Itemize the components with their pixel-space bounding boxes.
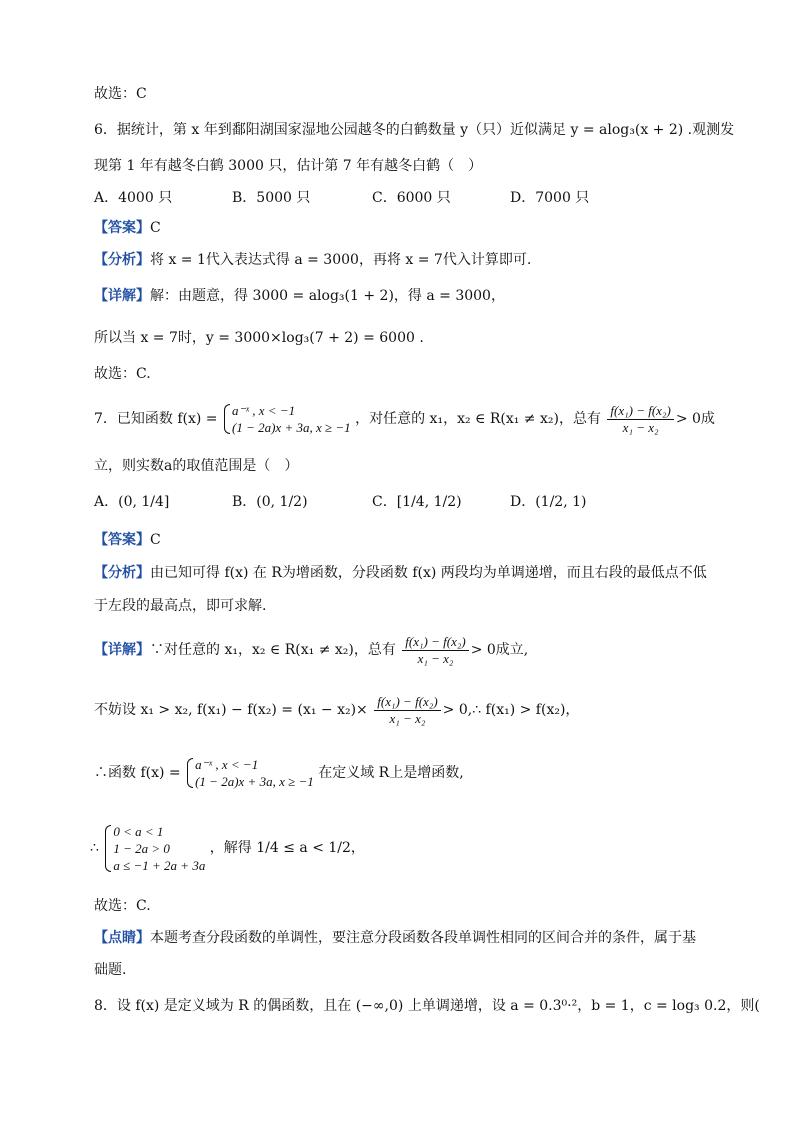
q7-suffix: > 0成 bbox=[675, 411, 715, 427]
detail-suffix: 在定义域 R上是增函数, bbox=[318, 765, 464, 781]
q6-analysis bbox=[94, 250, 531, 270]
q6-option-b: B．5000 只 bbox=[232, 190, 311, 206]
q6-conclusion: 故选：C. bbox=[94, 366, 151, 382]
q7-comment-line2: 础题. bbox=[94, 962, 127, 978]
q7-detail-line2 bbox=[94, 690, 579, 730]
q6-option-a: A．4000 只 bbox=[94, 190, 173, 206]
prev-answer-line: 故选：C bbox=[94, 86, 147, 102]
q6-option-c: C．6000 只 bbox=[372, 190, 451, 206]
analysis-tag: 【分析】 bbox=[94, 565, 150, 581]
detail-text: 解：由题意，得 3000 = alog₃(1 + 2)，得 a = 3000， bbox=[150, 288, 505, 304]
q7-case1: a⁻ˣ , x < −1 bbox=[232, 403, 296, 418]
q6-answer bbox=[94, 218, 161, 238]
fraction-numerator: f(x₁) − f(x₂) bbox=[402, 634, 468, 651]
fraction-denominator: x₁ − x₂ bbox=[622, 419, 659, 435]
detail-fraction bbox=[374, 694, 440, 727]
fraction-denominator: x₁ − x₂ bbox=[389, 710, 426, 726]
q7-piecewise bbox=[222, 402, 351, 436]
system-row-3: a ≤ −1 + 2a + 3a bbox=[113, 857, 206, 873]
q8-stem-line1: 8．设 f(x) 是定义域为 R 的偶函数，且在 (−∞,0) 上单调递增，设 a = 0.3⁰·²，b = 1，c = log₃ 0.2，则( bbox=[94, 998, 760, 1014]
q7-stem-line1 bbox=[94, 398, 715, 440]
detail-tag: 【详解】 bbox=[94, 288, 150, 304]
fraction-denominator: x₁ − x₂ bbox=[417, 650, 454, 666]
fraction-numerator: f(x₁) − f(x₂) bbox=[607, 403, 673, 420]
detail-text: 不妨设 x₁ > x₂, f(x₁) − f(x₂) = (x₁ − x₂)× bbox=[94, 702, 368, 718]
q6-detail bbox=[94, 286, 505, 306]
detail-suffix: > 0,∴ f(x₁) > f(x₂)， bbox=[442, 702, 580, 718]
q7-case2: (1 − 2a)x + 3a, x ≥ −1 bbox=[195, 774, 314, 789]
q7-piecewise-repeat bbox=[185, 756, 314, 790]
q7-fraction bbox=[607, 403, 673, 436]
q7-option-c: C．[1/4, 1/2) bbox=[372, 494, 462, 510]
q7-analysis bbox=[94, 563, 707, 583]
q7-answer bbox=[94, 530, 161, 550]
q7-option-a: A．(0, 1/4] bbox=[94, 494, 170, 510]
q6-option-d: D．7000 只 bbox=[510, 190, 590, 206]
answer-tag: 【答案】 bbox=[94, 532, 150, 548]
analysis-text: 由已知可得 f(x) 在 R为增函数，分段函数 f(x) 两段均为单调递增，而且右段的最低点不低 bbox=[150, 565, 707, 581]
detail-fraction bbox=[402, 634, 468, 667]
fraction-numerator: f(x₁) − f(x₂) bbox=[374, 694, 440, 711]
comment-text: 本题考查分段函数的单调性，要注意分段函数各段单调性相同的区间合并的条件，属于基 bbox=[150, 930, 696, 946]
q7-option-d: D．(1/2, 1) bbox=[510, 494, 587, 510]
q7-system bbox=[90, 820, 365, 876]
answer-tag: 【答案】 bbox=[94, 220, 150, 236]
q7-func-prefix: 7．已知函数 f(x) = bbox=[94, 411, 218, 427]
q6-stem-line2: 现第 1 年有越冬白鹤 3000 只，估计第 7 年有越冬白鹤（ ） bbox=[94, 158, 483, 174]
q6-detail-line2: 所以当 x = 7时，y = 3000×log₃(7 + 2) = 6000 . bbox=[94, 330, 424, 346]
analysis-tag: 【分析】 bbox=[94, 252, 150, 268]
q7-condition: ，对任意的 x₁，x₂ ∈ R(x₁ ≠ x₂)，总有 bbox=[355, 411, 601, 427]
q7-analysis-line2: 于左段的最高点，即可求解. bbox=[94, 598, 267, 614]
system-solution: ，解得 1/4 ≤ a < 1/2， bbox=[209, 840, 365, 856]
system-row-2: 1 − 2a > 0 bbox=[113, 840, 170, 856]
q7-detail-line3 bbox=[94, 752, 464, 794]
therefore-sign: ∴ bbox=[90, 840, 99, 856]
detail-text: ∵对任意的 x₁，x₂ ∈ R(x₁ ≠ x₂)，总有 bbox=[150, 642, 396, 658]
q6-stem-line1: 6．据统计，第 x 年到鄱阳湖国家湿地公园越冬的白鹤数量 y（只）近似满足 y = alog₃(x + 2) .观测发 bbox=[94, 122, 735, 138]
answer-value: C bbox=[150, 532, 161, 548]
q7-stem-line2: 立，则实数a的取值范围是（ ） bbox=[94, 458, 299, 474]
inequality-system bbox=[103, 823, 205, 874]
answer-value: C bbox=[150, 220, 161, 236]
comment-tag: 【点睛】 bbox=[94, 930, 150, 946]
q7-option-b: B．(0, 1/2) bbox=[232, 494, 308, 510]
q7-case2: (1 − 2a)x + 3a, x ≥ −1 bbox=[232, 420, 351, 435]
analysis-text: 将 x = 1代入表达式得 a = 3000，再将 x = 7代入计算即可. bbox=[150, 252, 532, 268]
q7-case1: a⁻ˣ , x < −1 bbox=[195, 757, 259, 772]
detail-tag: 【详解】 bbox=[94, 642, 150, 658]
q7-conclusion: 故选：C. bbox=[94, 898, 151, 914]
detail-suffix: > 0成立, bbox=[470, 642, 529, 658]
q7-comment bbox=[94, 928, 696, 948]
detail-text: ∴函数 f(x) = bbox=[94, 765, 181, 781]
q7-detail-line1 bbox=[94, 630, 528, 670]
system-row-1: 0 < a < 1 bbox=[113, 823, 164, 839]
